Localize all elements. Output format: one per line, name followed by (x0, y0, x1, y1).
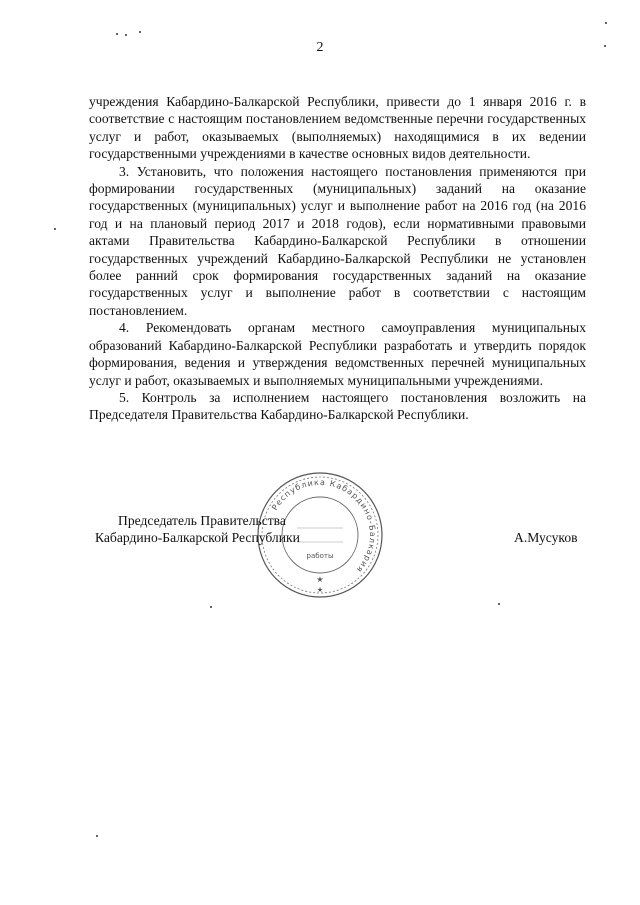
scan-speck (96, 835, 98, 837)
paragraph-4: 4. Рекомендовать органам местного самоуправления муниципальных образований Кабардино-Балкарской Республики разработать и утвердить порядок формирования, ведения и утверждения ведомственных перечней муниципальных услуг и работ, оказываемых и выполняемых муниципальными учреждениями. (89, 320, 586, 388)
scan-speck (605, 22, 607, 24)
signer-name: А.Мусуков (514, 530, 578, 545)
scan-speck (54, 228, 56, 230)
signer-title-line1: Председатель Правительства (118, 513, 286, 528)
svg-text:★: ★ (316, 575, 324, 584)
scan-speck (210, 606, 212, 608)
scan-speck (139, 31, 141, 33)
scan-speck (125, 34, 127, 36)
document-body (89, 93, 586, 424)
signer-title-line2: Кабардино-Балкарской Республики (95, 530, 300, 545)
svg-text:★: ★ (316, 586, 324, 594)
scan-speck (498, 603, 500, 605)
paragraph-continuation: учреждения Кабардино-Балкарской Республики, привести до 1 января 2016 г. в соответствие с настоящим постановлением ведомственные перечни государственных услуг и работ, оказываемых (выполняемых) находящимися в их ведении государственными учреждениями в качестве основных видов деятельности. (89, 94, 586, 162)
seal-center-text: работы (306, 552, 334, 560)
page-number: 2 (316, 40, 324, 55)
paragraph-5: 5. Контроль за исполнением настоящего постановления возложить на Председателя Правительства Кабардино-Балкарской Республики. (89, 389, 586, 423)
signature-block (0, 512, 640, 556)
paragraph-3: 3. Установить, что положения настоящего постановления применяются при формировании государственных (муниципальных) заданий на оказание государственных (муниципальных) услуг и выполнение работ на 2016 год (на 2016 год и на плановый период 2017 и 2018 годов), если нормативными правовыми актами Правительства Кабардино-Балкарской Республики в отношении государственных учреждений Кабардино-Балкарской Республики не установлен более ранний срок формирования государственных заданий на оказание государственных услуг и выполнение работ в соответствии с настоящим постановлением. (89, 163, 586, 318)
seal-outer-text: Республика Кабардино-Балкария (270, 477, 378, 575)
scan-speck (116, 33, 118, 35)
